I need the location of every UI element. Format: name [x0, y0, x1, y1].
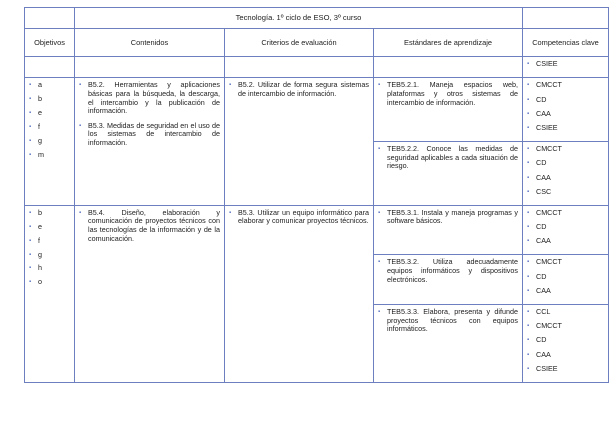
header-objetivos: Objetivos: [25, 28, 75, 57]
objetivo-item: ▪ e: [29, 109, 70, 118]
table-row: [25, 57, 609, 78]
competencias-cell: [523, 255, 609, 305]
contenido-item: ▪ B5.4. Diseño, elaboración y comunicación de proyectos técnicos con las tecnologías de la información y de la comunicación.: [79, 209, 220, 243]
table-title: Tecnología. 1º ciclo de ESO, 3º curso: [75, 8, 523, 29]
competencia-item: ▪ CMCCT: [527, 258, 604, 267]
estandar-item: ▪ TEB5.3.2. Utiliza adecuadamente equipos informáticos y dispositivos electrónicos.: [378, 258, 518, 284]
estandar-item: ▪ TEB5.2.2. Conoce las medidas de seguridad aplicables a cada situación de riesgo.: [378, 145, 518, 171]
competencia-item: ▪ CMCCT: [527, 81, 604, 90]
criterio-item: ▪ B5.2. Utilizar de forma segura sistemas de intercambio de información.: [229, 81, 369, 98]
estandar-cell: [374, 205, 523, 255]
criterio-item: ▪ B5.3. Utilizar un equipo informático para elaborar y comunicar proyectos técnicos.: [229, 209, 369, 226]
estandar-cell: [374, 305, 523, 383]
estandar-cell: [374, 255, 523, 305]
competencia-item: ▪ CD: [527, 159, 604, 168]
competencias-cell: [523, 78, 609, 142]
objetivo-item: ▪ h: [29, 264, 70, 273]
contenidos-cell: [75, 78, 225, 206]
objetivo-item: ▪ m: [29, 151, 70, 160]
competencia-item: ▪ CAA: [527, 174, 604, 183]
header-estandares: Estándares de aprendizaje: [374, 28, 523, 57]
contenido-item: ▪ B5.3. Medidas de seguridad en el uso de los sistemas de intercambio de información.: [79, 122, 220, 148]
objetivo-item: ▪ g: [29, 137, 70, 146]
competencia-item: ▪ CMCCT: [527, 145, 604, 154]
competencia-item: ▪ CD: [527, 223, 604, 232]
competencia-item: ▪ CSC: [527, 188, 604, 197]
objetivo-item: ▪ o: [29, 278, 70, 287]
header-criterios: Criterios de evaluación: [225, 28, 374, 57]
competencia-item: ▪ CSIEE: [527, 60, 604, 69]
header-competencias: Competencias clave: [523, 28, 609, 57]
estandar-item: ▪ TEB5.2.1. Maneja espacios web, plataformas y otros sistemas de intercambio de información.: [378, 81, 518, 107]
criterio-cell: [225, 205, 374, 382]
estandar-item: ▪ TEB5.3.1. Instala y maneja programas y software básicos.: [378, 209, 518, 226]
objetivos-cell: [25, 205, 75, 382]
competencias-cell: [523, 142, 609, 206]
competencia-item: ▪ CAA: [527, 351, 604, 360]
objetivo-item: ▪ g: [29, 251, 70, 260]
title-spacer-cell: [25, 8, 75, 29]
table-row: [25, 205, 609, 255]
table-row: [25, 78, 609, 142]
competencias-cell: [523, 205, 609, 255]
competencia-item: ▪ CAA: [527, 110, 604, 119]
estandar-item: ▪ TEB5.3.3. Elabora, presenta y difunde proyectos técnicos con equipos informáticos.: [378, 308, 518, 334]
competencia-item: ▪ CSIEE: [527, 365, 604, 374]
objetivo-item: ▪ e: [29, 223, 70, 232]
curriculum-table-container: [24, 7, 608, 383]
objetivo-item: ▪ f: [29, 123, 70, 132]
competencia-item: ▪ CMCCT: [527, 209, 604, 218]
title-spacer-cell: [523, 8, 609, 29]
criterio-cell: [225, 78, 374, 206]
contenido-item: ▪ B5.2. Herramientas y aplicaciones básicas para la búsqueda, la descarga, el intercambio y la publicación de información.: [79, 81, 220, 115]
competencia-item: ▪ CMCCT: [527, 322, 604, 331]
competencias-cell: [523, 57, 609, 78]
objetivo-item: ▪ a: [29, 81, 70, 90]
competencia-item: ▪ CD: [527, 273, 604, 282]
curriculum-table: [24, 7, 609, 383]
objetivos-cell: [25, 78, 75, 206]
competencias-cell: [523, 305, 609, 383]
competencia-item: ▪ CCL: [527, 308, 604, 317]
competencia-item: ▪ CD: [527, 336, 604, 345]
estandar-cell: [374, 78, 523, 142]
objetivo-item: ▪ f: [29, 237, 70, 246]
competencia-item: ▪ CAA: [527, 237, 604, 246]
competencia-item: ▪ CD: [527, 96, 604, 105]
estandar-cell: [374, 142, 523, 206]
objetivo-item: ▪ b: [29, 209, 70, 218]
objetivo-item: ▪ b: [29, 95, 70, 104]
competencia-item: ▪ CSIEE: [527, 124, 604, 133]
header-contenidos: Contenidos: [75, 28, 225, 57]
competencia-item: ▪ CAA: [527, 287, 604, 296]
contenidos-cell: [75, 205, 225, 382]
